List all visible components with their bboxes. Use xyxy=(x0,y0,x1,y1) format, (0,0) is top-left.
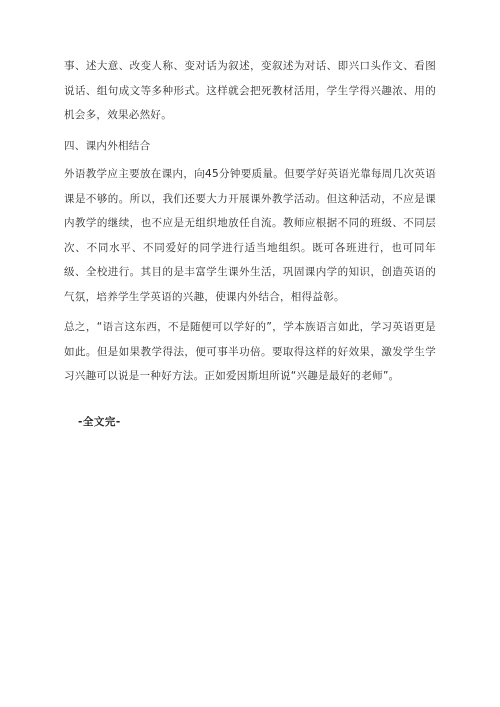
paragraph-in-class-extracurricular: 外语教学应主要放在课内，向45分钟要质量。但要学好英语光靠每周几次英语课是不够的。所以，我们还要大力开展课外教学活动。但这种活动，不应是课内教学的继续，也不应是无组织地放任自流。教师应根据不同的班级、不同层次、不同水平、不同爱好的同学进行适当地组织。既可各班进行，也可同年级、全校进行。其目的是丰富学生课外生活，巩固课内学的知识，创造英语的气氛，培养学生学英语的兴趣，使课内外结合，相得益彰。 xyxy=(64,168,436,303)
paragraph-continued: 事、述大意、改变人称、变对话为叙述，变叙述为对话、即兴口头作文、看图说话、组句成文等多种形式。这样就会把死教材活用，学生学得兴趣浓、用的机会多，效果必然好。 xyxy=(64,60,436,121)
end-of-document-mark: -全文完- xyxy=(78,416,121,428)
paragraph-conclusion: 总之，“语言这东西，不是随便可以学好的”，学本族语言如此，学习英语更是如此。但是如果教学得法，便可事半功倍。要取得这样的好效果，激发学生学习兴趣可以说是一种好方法。正如爱因斯坦所说“兴趣是最好的老师”。 xyxy=(64,321,436,382)
section-heading: 四、课内外相结合 xyxy=(64,139,151,152)
document-body xyxy=(64,54,436,389)
